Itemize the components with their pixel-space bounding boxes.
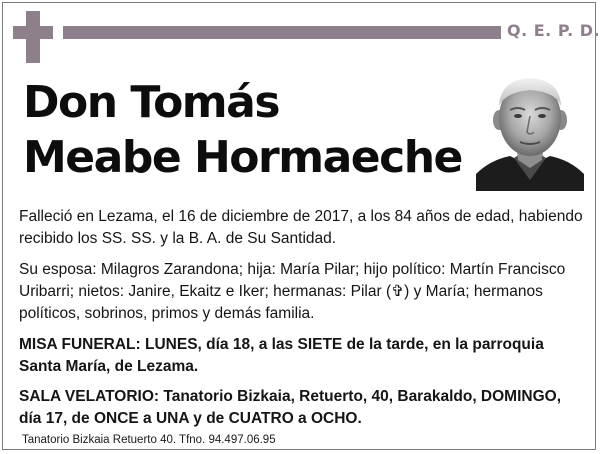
wake-paragraph: SALA VELATORIO: Tanatorio Bizkaia, Retuerto, 40, Barakaldo, DOMINGO, día 17, de ONCE a UNA y de CUATRO a OCHO. bbox=[19, 388, 562, 427]
name-line-1: Don Tomás bbox=[23, 77, 280, 128]
name-line-2: Meabe Hormaeche bbox=[23, 132, 462, 183]
footer-contact: Tanatorio Bizkaia Retuerto 40. Tfno. 94.497.06.95 bbox=[22, 434, 276, 446]
small-cross-icon: ✞ bbox=[391, 283, 405, 300]
cross-icon bbox=[13, 11, 53, 63]
notice-body bbox=[19, 206, 587, 438]
family-paragraph bbox=[19, 259, 587, 325]
portrait-photo bbox=[476, 70, 584, 191]
deceased-name bbox=[23, 75, 462, 185]
death-paragraph: Falleció en Lezama, el 16 de diciembre de 2017, a los 84 años de edad, habiendo recibido los SS. SS. y la B. A. de Su Santidad. bbox=[19, 208, 583, 247]
family-text-before: Su esposa: Milagros Zarandona; hija: María Pilar; hijo político: Martín Francisco Uribarri; nietos: Janire, Ekaitz e Iker; hermanas: Pilar ( bbox=[19, 261, 566, 300]
qepd-label: Q. E. P. D. bbox=[507, 21, 600, 40]
family-text-after: ) y María; hermanos políticos, sobrinos, primos y demás familia. bbox=[19, 283, 543, 322]
header-band bbox=[63, 26, 501, 39]
obituary-card bbox=[2, 2, 600, 450]
funeral-paragraph: MISA FUNERAL: LUNES, día 18, a las SIETE de la tarde, en la parroquia Santa María, de Lezama. bbox=[19, 336, 544, 375]
